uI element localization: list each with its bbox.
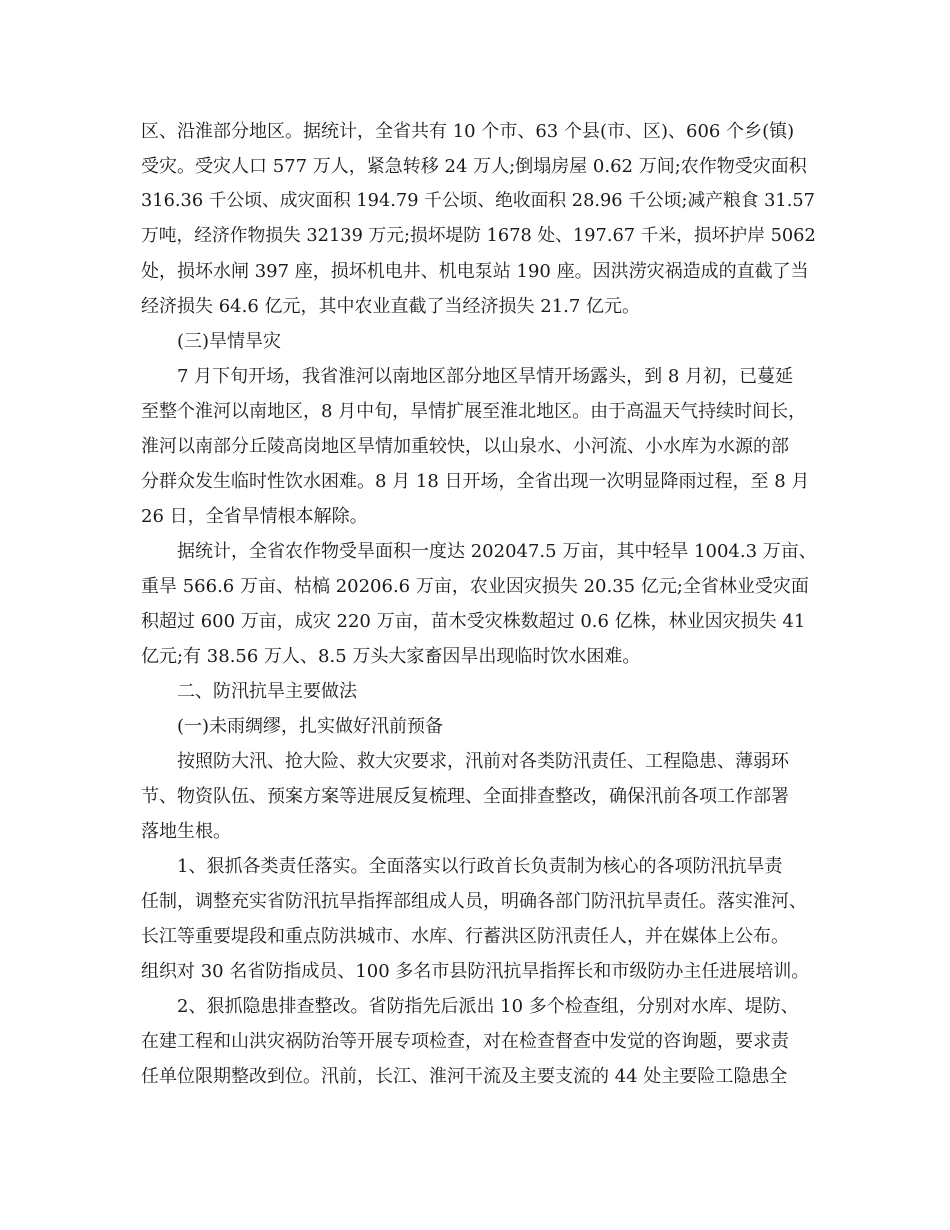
document-body xyxy=(141,114,819,1094)
document-line: 万吨，经济作物损失 32139 万元;损坏堤防 1678 处、197.67 千米，损坏护岸 5062 xyxy=(141,226,816,246)
document-line: (一)未雨绸缪，扎实做好汛前预备 xyxy=(177,716,444,737)
document-line: 经济损失 64.6 亿元，其中农业直截了当经济损失 21.7 亿元。 xyxy=(141,296,641,317)
document-line: 按照防大汛、抢大险、救大灾要求，汛前对各类防汛责任、工程隐患、薄弱环 xyxy=(177,751,789,772)
document-line: 亿元;有 38.56 万人、8.5 万头大家畜因旱出现临时饮水困难。 xyxy=(141,646,641,667)
document-line: 淮河以南部分丘陵高岗地区旱情加重较快，以山泉水、小河流、小水库为水源的部 xyxy=(141,436,789,457)
document-line: 处，损坏水闸 397 座，损坏机电井、机电泵站 190 座。因洪涝灾祸造成的直截了当 xyxy=(141,261,809,282)
document-line: 落地生根。 xyxy=(141,821,231,842)
document-line: 26 日，全省旱情根本解除。 xyxy=(141,506,368,527)
document-line: 节、物资队伍、预案方案等进展反复梳理、全面排查整改，确保汛前各项工作部署 xyxy=(141,786,789,807)
document-line: 1、狠抓各类责任落实。全面落实以行政首长负责制为核心的各项防汛抗旱责 xyxy=(177,856,783,877)
document-line: 分群众发生临时性饮水困难。8 月 18 日开场，全省出现一次明显降雨过程，至 8 月 xyxy=(141,471,810,492)
document-line: 积超过 600 万亩，成灾 220 万亩，苗木受灾株数超过 0.6 亿株，林业因灾损失 41 xyxy=(141,611,806,632)
document-line: 组织对 30 名省防指成员、100 多名市县防汛抗旱指挥长和市级防办主任进展培训。 xyxy=(141,961,810,982)
document-line: 在建工程和山洪灾祸防治等开展专项检查，对在检查督查中发觉的咨询题，要求责 xyxy=(141,1031,789,1052)
document-line: 至整个淮河以南地区，8 月中旬，旱情扩展至淮北地区。由于高温天气持续时间长， xyxy=(141,401,807,422)
document-line: 任制，调整充实省防汛抗旱指挥部组成人员，明确各部门防汛抗旱责任。落实淮河、 xyxy=(141,891,807,912)
document-line: 区、沿淮部分地区。据统计，全省共有 10 个市、63 个县(市、区)、606 个乡(镇) xyxy=(141,121,795,142)
document-line: 受灾。受灾人口 577 万人，紧急转移 24 万人;倒塌房屋 0.62 万间;农作物受灾面积 xyxy=(141,156,807,177)
document-line: 任单位限期整改到位。汛前，长江、淮河干流及主要支流的 44 处主要险工隐患全 xyxy=(141,1066,788,1087)
document-line: 重旱 566.6 万亩、枯槁 20206.6 万亩，农业因灾损失 20.35 亿元;全省林业受灾面 xyxy=(141,576,809,597)
document-line: 2、狠抓隐患排查整改。省防指先后派出 10 多个检查组，分别对水库、堤防、 xyxy=(177,996,799,1017)
document-line: 据统计，全省农作物受旱面积一度达 202047.5 万亩，其中轻旱 1004.3 万亩、 xyxy=(177,541,817,562)
document-line: (三)旱情旱灾 xyxy=(177,331,282,352)
document-line: 7 月下旬开场，我省淮河以南地区部分地区旱情开场露头，到 8 月初，已蔓延 xyxy=(177,366,794,387)
document-line: 316.36 千公顷、成灾面积 194.79 千公顷、绝收面积 28.96 千公顷;减产粮食 31.57 xyxy=(141,191,815,211)
document-line: 二、防汛抗旱主要做法 xyxy=(177,681,357,702)
document-line: 长江等重要堤段和重点防洪城市、水库、行蓄洪区防汛责任人，并在媒体上公布。 xyxy=(141,926,789,947)
